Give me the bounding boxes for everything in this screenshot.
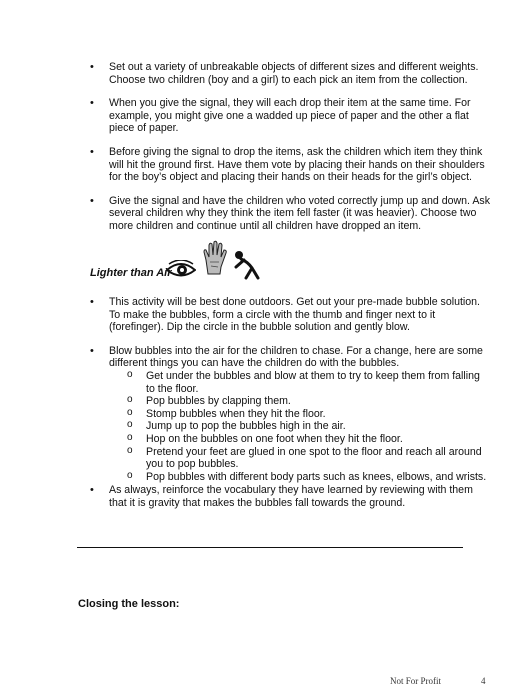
hand-icon bbox=[202, 240, 228, 281]
sub-list-item: o Stomp bubbles when they hit the floor. bbox=[127, 408, 490, 421]
section-heading: Lighter than Air bbox=[90, 267, 172, 279]
list-item bbox=[90, 345, 490, 484]
sub-list-item: o Jump up to pop the bubbles high in the air. bbox=[127, 420, 490, 433]
list-item: • Before giving the signal to drop the items, ask the children which item they think will hit the ground first. Have them vote by placing their hands on their shoulders for the boy’s object and placing their hands on their heads for the girl’s object. bbox=[90, 146, 490, 184]
sub-list-item: o Pop bubbles by clapping them. bbox=[127, 395, 490, 408]
list-item: • When you give the signal, they will each drop their item at the same time. For example, you might give one a wadded up piece of paper and the other a flat piece of paper. bbox=[90, 97, 490, 135]
sub-list-item: o Hop on the bubbles on one foot when they hit the floor. bbox=[127, 433, 490, 446]
list-item: • Set out a variety of unbreakable objects of different sizes and different weights. Choose two children (boy and a girl) to each pick an item from the collection. bbox=[90, 61, 490, 86]
sub-list-item: o Pop bubbles with different body parts such as knees, elbows, and wrists. bbox=[127, 471, 490, 484]
horizontal-divider bbox=[77, 547, 463, 548]
list-item-text: Blow bubbles into the air for the children to chase. For a change, here are some different things you can have the children do with the bubbles. bbox=[109, 344, 483, 370]
footer-label: Not For Profit bbox=[390, 676, 442, 686]
sub-list-item: o Get under the bubbles and blow at them to try to keep them from falling to the floor. bbox=[127, 370, 490, 395]
closing-heading: Closing the lesson: bbox=[78, 598, 180, 610]
list-item: • This activity will be best done outdoors. Get out your pre-made bubble solution. To make the bubbles, form a circle with the thumb and finger next to it (forefinger). Dip the circle in the bubble solution and gently blow. bbox=[90, 296, 490, 334]
page-number: 4 bbox=[481, 676, 486, 686]
section-heading-row bbox=[90, 238, 310, 282]
list-item: • As always, reinforce the vocabulary they have learned by reviewing with them that it is gravity that makes the bubbles fall towards the ground. bbox=[90, 484, 490, 509]
list-item: • Give the signal and have the children who voted correctly jump up and down. Ask several children why they think the item fell faster (it was heavier). Choose two more children and continue until all children have dropped an item. bbox=[90, 195, 490, 233]
stretching-figure-icon bbox=[232, 250, 264, 285]
sub-list-item: o Pretend your feet are glued in one spot to the floor and reach all around you to pop bubbles. bbox=[127, 446, 490, 471]
bubble-activity-list bbox=[90, 296, 490, 521]
bubble-sub-list bbox=[109, 370, 490, 483]
instructions-list bbox=[90, 61, 490, 244]
eye-icon bbox=[166, 260, 196, 285]
